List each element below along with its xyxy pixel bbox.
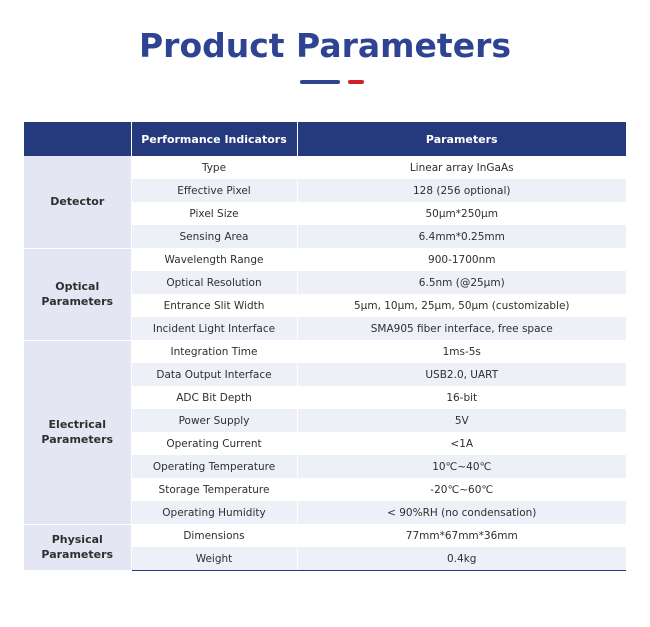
table-row xyxy=(24,156,626,179)
parameter-value-cell: 1ms-5s xyxy=(297,340,626,363)
indicator-cell: Power Supply xyxy=(131,409,297,432)
parameter-value-cell: 6.4mm*0.25mm xyxy=(297,225,626,248)
table-header-row xyxy=(24,122,626,156)
parameter-value-cell: -20℃~60℃ xyxy=(297,478,626,501)
indicator-cell: Incident Light Interface xyxy=(131,317,297,340)
indicator-cell: Entrance Slit Width xyxy=(131,294,297,317)
table-row xyxy=(24,248,626,271)
parameter-value-cell: 5V xyxy=(297,409,626,432)
indicator-cell: Effective Pixel xyxy=(131,179,297,202)
parameter-value-cell: 6.5nm (@25μm) xyxy=(297,271,626,294)
indicator-cell: Weight xyxy=(131,547,297,571)
parameter-value-cell: 128 (256 optional) xyxy=(297,179,626,202)
indicator-cell: Operating Temperature xyxy=(131,455,297,478)
indicator-cell: Integration Time xyxy=(131,340,297,363)
parameters-table xyxy=(24,122,626,571)
parameter-value-cell: Linear array InGaAs xyxy=(297,156,626,179)
group-label: Physical Parameters xyxy=(24,524,131,571)
indicator-cell: Data Output Interface xyxy=(131,363,297,386)
table-body xyxy=(24,156,626,571)
parameter-value-cell: SMA905 fiber interface, free space xyxy=(297,317,626,340)
indicator-cell: Wavelength Range xyxy=(131,248,297,271)
table-row xyxy=(24,524,626,547)
parameter-value-cell: <1A xyxy=(297,432,626,455)
header-parameters: Parameters xyxy=(297,122,626,156)
parameter-value-cell: USB2.0, UART xyxy=(297,363,626,386)
title-underline-blue xyxy=(300,80,340,84)
parameter-value-cell: 16-bit xyxy=(297,386,626,409)
parameter-value-cell: 50μm*250μm xyxy=(297,202,626,225)
indicator-cell: Sensing Area xyxy=(131,225,297,248)
title-underline-red xyxy=(348,80,364,84)
header-performance-indicators: Performance Indicators xyxy=(131,122,297,156)
indicator-cell: Pixel Size xyxy=(131,202,297,225)
indicator-cell: Optical Resolution xyxy=(131,271,297,294)
parameter-value-cell: 77mm*67mm*36mm xyxy=(297,524,626,547)
indicator-cell: Dimensions xyxy=(131,524,297,547)
group-label: Optical Parameters xyxy=(24,248,131,340)
parameter-value-cell: 10℃~40℃ xyxy=(297,455,626,478)
table-row xyxy=(24,340,626,363)
indicator-cell: Operating Humidity xyxy=(131,501,297,524)
page-title: Product Parameters xyxy=(138,26,512,65)
indicator-cell: ADC Bit Depth xyxy=(131,386,297,409)
group-label: Electrical Parameters xyxy=(24,340,131,524)
header-category xyxy=(24,122,131,156)
group-label: Detector xyxy=(24,156,131,248)
parameter-value-cell: 5μm, 10μm, 25μm, 50μm (customizable) xyxy=(297,294,626,317)
indicator-cell: Storage Temperature xyxy=(131,478,297,501)
indicator-cell: Type xyxy=(131,156,297,179)
parameter-value-cell: 900-1700nm xyxy=(297,248,626,271)
indicator-cell: Operating Current xyxy=(131,432,297,455)
parameter-value-cell: < 90%RH (no condensation) xyxy=(297,501,626,524)
parameter-value-cell: 0.4kg xyxy=(297,547,626,571)
